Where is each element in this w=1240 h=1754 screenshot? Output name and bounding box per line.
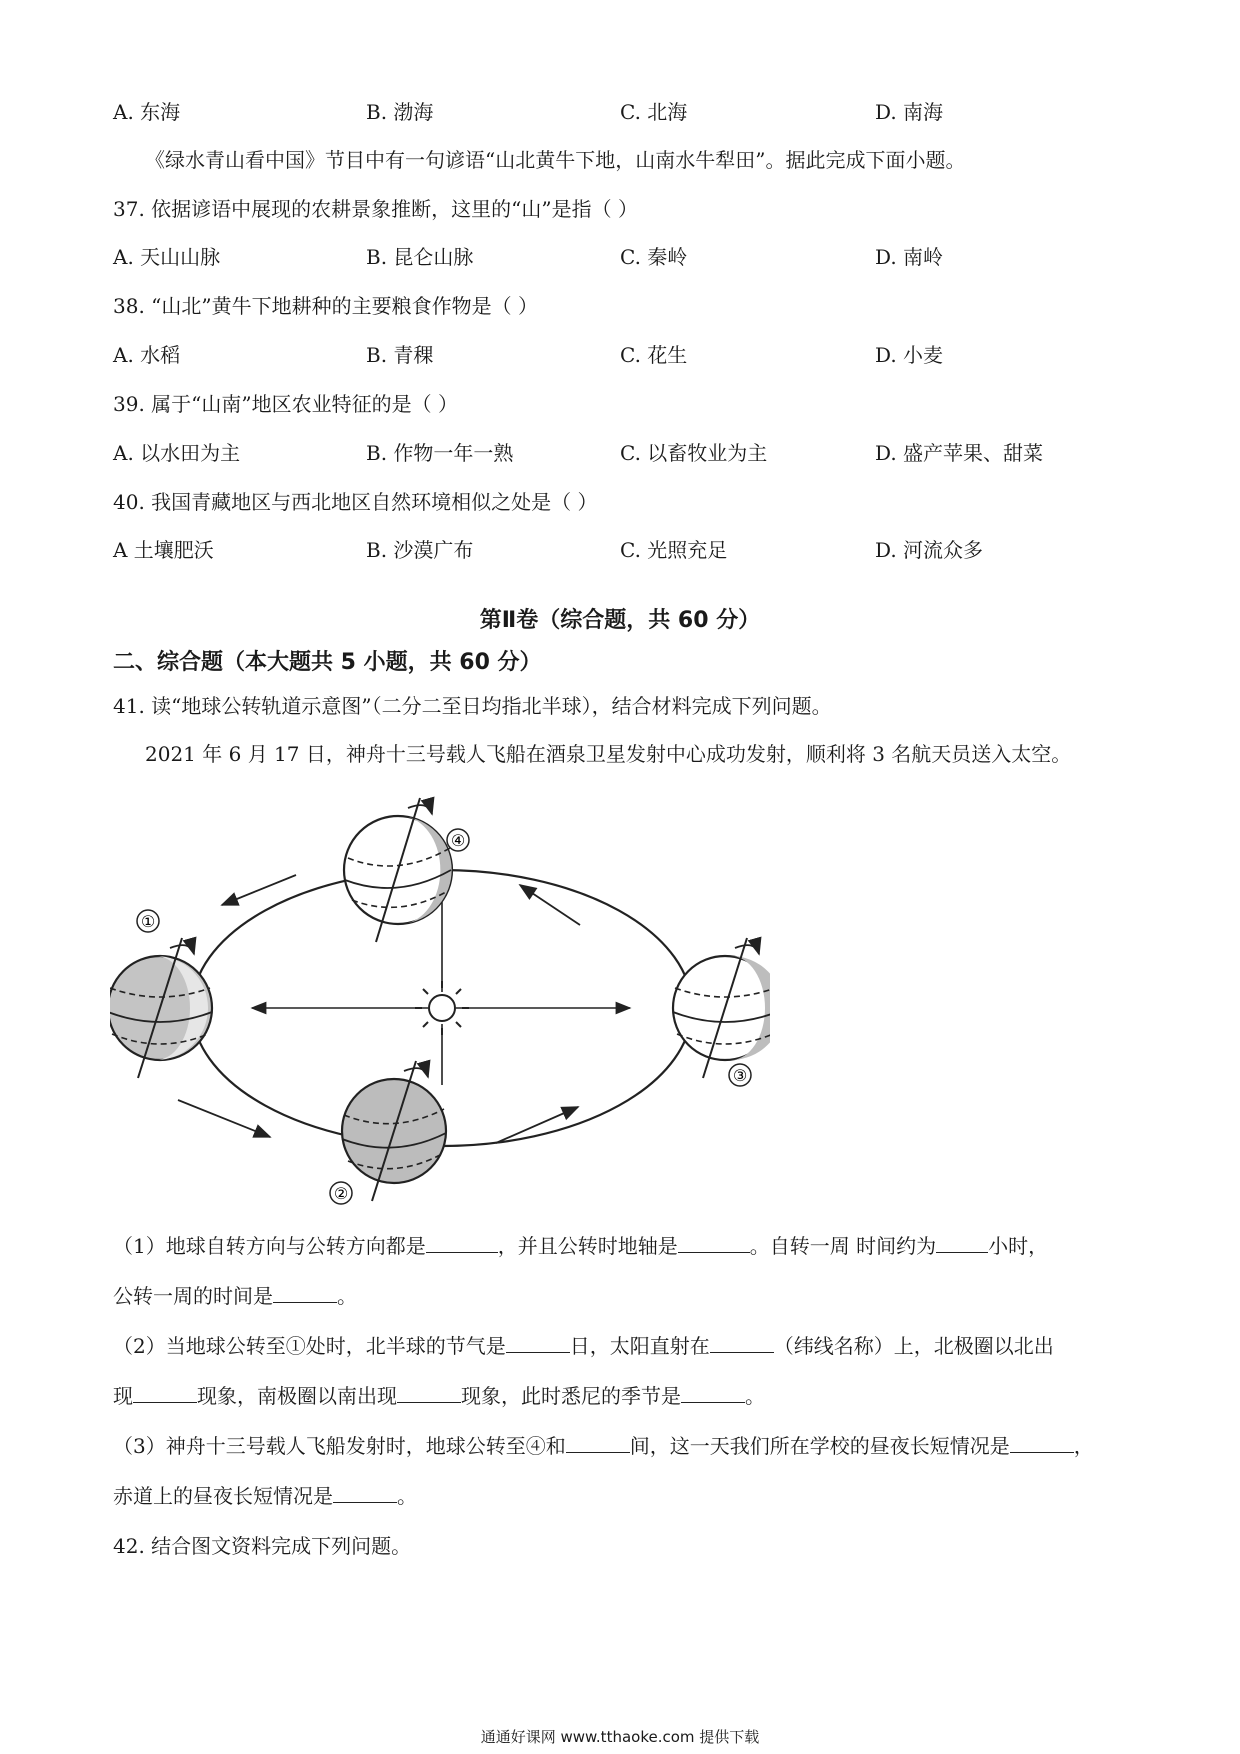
q41-part3-line1 — [0, 1430, 1240, 1459]
q39-option-d: D. 盛产苹果、甜菜 — [875, 441, 1044, 465]
q42-stem: 42. 结合图文资料完成下列问题。 — [113, 1534, 412, 1558]
q41-p3-text-1: （3）神舟十三号载人飞船发射时，地球公转至④和 — [113, 1434, 566, 1458]
q41-part1-line1 — [0, 1230, 1240, 1259]
q41-p1-text-1: （1）地球自转方向与公转方向都是 — [113, 1234, 426, 1258]
q37-option-c: C. 秦岭 — [620, 245, 688, 269]
label-2: ② — [333, 1184, 349, 1203]
q41-p2-text-6: 现象，此时悉尼的季节是 — [461, 1384, 681, 1408]
q41-p1-text-3: 。自转一周 时间约为 — [749, 1234, 937, 1258]
answer-blank[interactable] — [506, 1334, 570, 1353]
q41-part2-line2 — [0, 1380, 1240, 1409]
q41-p2-text-1: （2）当地球公转至①处时，北半球的节气是 — [113, 1334, 506, 1358]
answer-blank[interactable] — [678, 1234, 750, 1253]
earth-position-4 — [344, 798, 452, 942]
answer-blank[interactable] — [1010, 1434, 1074, 1453]
q40-option-d: D. 河流众多 — [875, 538, 984, 562]
q37-option-b: B. 昆仑山脉 — [366, 245, 474, 269]
q36-option-b: B. 渤海 — [366, 100, 434, 124]
q41-part2-line1 — [0, 1330, 1240, 1359]
q36-option-d: D. 南海 — [875, 100, 944, 124]
section2-heading: 二、综合题（本大题共 5 小题，共 60 分） — [113, 650, 542, 675]
earth-position-3 — [673, 938, 770, 1078]
q38-option-c: C. 花生 — [620, 343, 688, 367]
q38-stem: 38. “山北”黄牛下地耕种的主要粮食作物是（ ） — [113, 294, 538, 318]
direction-arrow-bottom-right — [496, 1107, 578, 1143]
q41-part3-line2 — [0, 1480, 1240, 1509]
q41-p3-text-2: 间，这一天我们所在学校的昼夜长短情况是 — [629, 1434, 1010, 1458]
answer-blank[interactable] — [936, 1234, 988, 1253]
intro-text: 《绿水青山看中国》节目中有一句谚语“山北黄牛下地，山南水牛犁田”。据此完成下面小题。 — [145, 148, 966, 172]
q41-p3-text-4: 赤道上的昼夜长短情况是 — [113, 1484, 333, 1508]
q39-stem: 39. 属于“山南”地区农业特征的是（ ） — [113, 392, 458, 416]
q41-stem: 41. 读“地球公转轨道示意图”（二分二至日均指北半球），结合材料完成下列问题。 — [113, 694, 832, 718]
q41-p2-text-3: （纬线名称）上，北极圈以北出 — [773, 1334, 1054, 1358]
q41-material: 2021 年 6 月 17 日，神舟十三号载人飞船在酒泉卫星发射中心成功发射，顺利将 3 名航天员送入太空。 — [145, 742, 1072, 766]
label-4: ④ — [450, 831, 466, 850]
q41-p2-text-4: 现 — [113, 1384, 133, 1408]
section-title: 第Ⅱ卷（综合题，共 60 分） — [479, 608, 761, 633]
q41-p2-text-2: 日，太阳直射在 — [569, 1334, 710, 1358]
answer-blank[interactable] — [273, 1284, 337, 1303]
answer-blank[interactable] — [426, 1234, 498, 1253]
q37-option-a: A. 天山山脉 — [113, 245, 221, 269]
q40-option-c: C. 光照充足 — [620, 538, 728, 562]
q41-p3-text-3: ， — [1073, 1434, 1094, 1458]
q41-p2-text-5: 现象，南极圈以南出现 — [197, 1384, 397, 1408]
q41-p1-text-5: 公转一周的时间是 — [113, 1284, 273, 1308]
q41-p1-text-2: ，并且公转时地轴是 — [497, 1234, 678, 1258]
q40-stem: 40. 我国青藏地区与西北地区自然环境相似之处是（ ） — [113, 490, 598, 514]
label-3: ③ — [732, 1066, 748, 1085]
direction-arrow-top-right — [520, 885, 580, 925]
q38-option-a: A. 水稻 — [113, 343, 181, 367]
q38-option-d: D. 小麦 — [875, 343, 944, 367]
page-footer: 通通好课网 www.tthaoke.com 提供下载 — [480, 1728, 760, 1746]
label-4-group — [447, 829, 469, 851]
answer-blank[interactable] — [710, 1334, 774, 1353]
q39-option-c: C. 以畜牧业为主 — [620, 441, 768, 465]
q41-p1-text-6: 。 — [337, 1284, 357, 1308]
label-1-group — [137, 910, 159, 932]
q37-option-d: D. 南岭 — [875, 245, 944, 269]
answer-blank[interactable] — [133, 1384, 197, 1403]
answer-blank[interactable] — [566, 1434, 630, 1453]
answer-blank[interactable] — [397, 1384, 461, 1403]
q37-stem: 37. 依据谚语中展现的农耕景象推断，这里的“山”是指（ ） — [113, 197, 638, 221]
q41-p2-text-7: 。 — [745, 1384, 765, 1408]
direction-arrow-bottom-left — [178, 1100, 270, 1137]
q40-option-a: A 土壤肥沃 — [113, 538, 214, 562]
label-2-group — [330, 1182, 352, 1204]
q39-option-a: A. 以水田为主 — [113, 441, 241, 465]
earth-orbit-diagram — [110, 795, 770, 1225]
answer-blank[interactable] — [333, 1484, 397, 1503]
q41-p3-text-5: 。 — [397, 1484, 417, 1508]
label-1: ① — [140, 912, 156, 931]
q38-option-b: B. 青稞 — [366, 343, 434, 367]
q41-p1-text-4: 小时， — [988, 1234, 1049, 1258]
q39-option-b: B. 作物一年一熟 — [366, 441, 514, 465]
earth-position-2 — [342, 1061, 446, 1201]
q41-part1-line2 — [0, 1280, 1240, 1309]
label-3-group — [729, 1064, 751, 1086]
q36-option-c: C. 北海 — [620, 100, 688, 124]
q36-option-a: A. 东海 — [113, 100, 181, 124]
q40-option-b: B. 沙漠广布 — [366, 538, 474, 562]
earth-position-1 — [110, 938, 212, 1078]
answer-blank[interactable] — [681, 1384, 745, 1403]
